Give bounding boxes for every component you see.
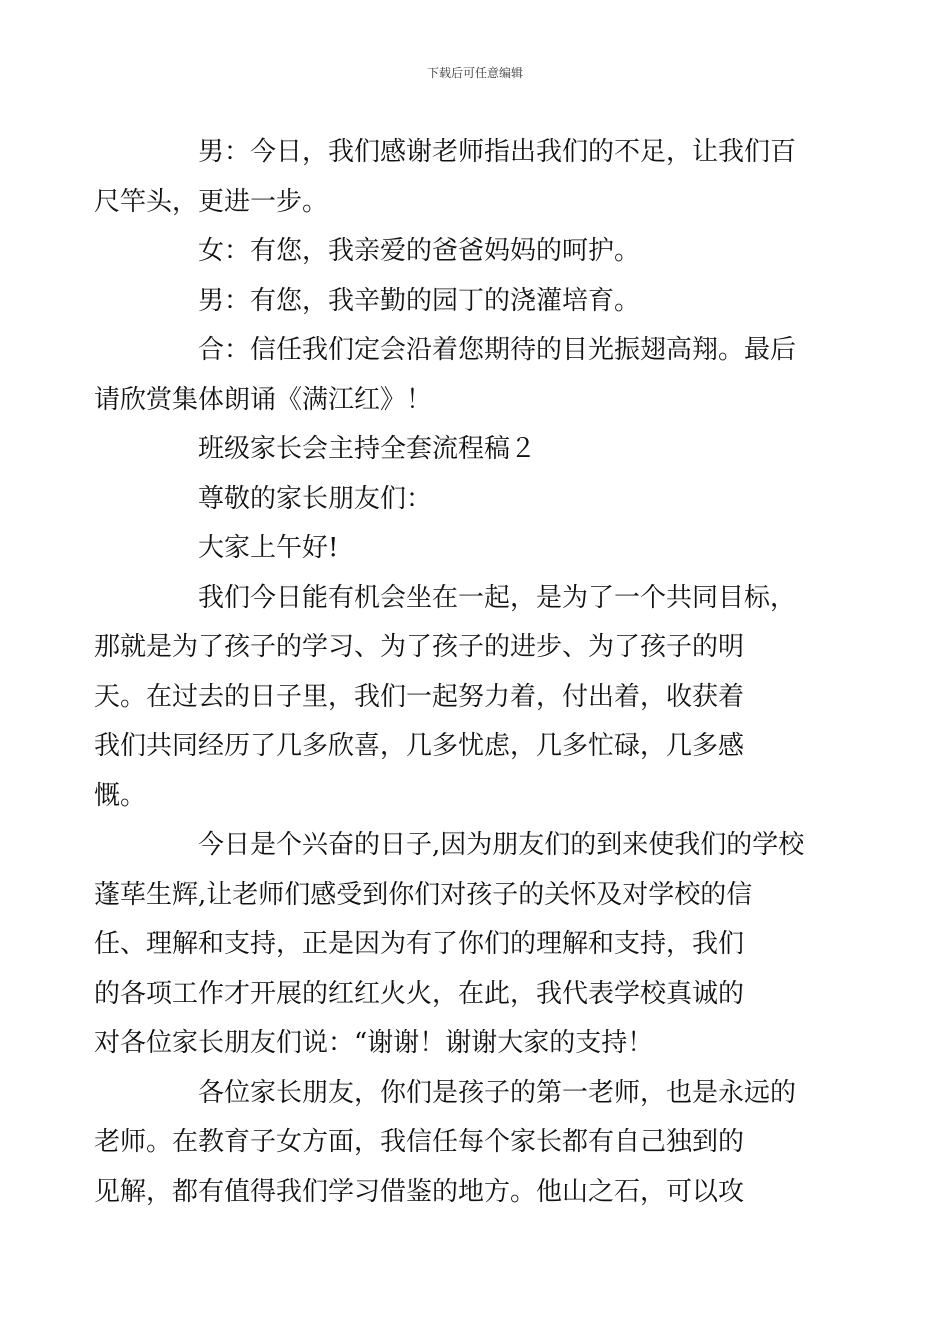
paragraph-10	[94, 1069, 806, 1218]
text-line: 各位家长朋友，你们是孩子的第一老师，也是永远的	[198, 1077, 797, 1108]
paragraph-8	[94, 574, 806, 822]
greeting	[146, 524, 806, 574]
text-line: 尊敬的家长朋友们：	[198, 483, 433, 514]
text-line: 合：信任我们定会沿着您期待的目光振翅高翔。最后	[198, 335, 797, 365]
paragraph-1	[94, 128, 806, 227]
text-line: 我们共同经历了几多欣喜，几多忧虑，几多忙碌，几多感	[94, 731, 745, 761]
header-note: 下载后可任意编辑	[426, 66, 523, 80]
text-line: 任、理解和支持，正是因为有了你们的理解和支持，我们	[94, 929, 745, 959]
text-line: 今日是个兴奋的日子,因为朋友们的到来使我们的学校	[198, 830, 805, 860]
text-line: 对各位家长朋友们说：“谢谢！谢谢大家的支持！	[94, 1028, 654, 1058]
section-title	[146, 425, 806, 475]
paragraph-9	[94, 821, 806, 1069]
text-line: 请欣赏集体朗诵《满江红》！	[94, 384, 433, 415]
salutation	[146, 475, 806, 525]
text-line: 尺竿头，更进一步。	[94, 186, 329, 217]
text-line: 天。在过去的日子里，我们一起努力着，付出着，收获着	[94, 681, 745, 712]
text-line: 大家上午好!	[198, 533, 339, 563]
text-line: 见解，都有值得我们学习借鉴的地方。他山之石，可以攻	[94, 1176, 745, 1207]
text-line: 蓬荜生辉,让老师们感受到你们对孩子的关怀及对学校的信	[94, 879, 753, 910]
text-line: 女：有您，我亲爱的爸爸妈妈的呵护。	[198, 236, 641, 266]
paragraph-4	[94, 326, 806, 425]
text-line: 男：有您，我辛勤的园丁的浇灌培育。	[198, 285, 641, 316]
paragraph-3	[146, 277, 806, 327]
text-line: 老师。在教育子女方面，我信任每个家长都有自己独到的	[94, 1127, 745, 1157]
text-line: 班级家长会主持全套流程稿２	[198, 434, 537, 464]
text-line: 那就是为了孩子的学习、为了孩子的进步、为了孩子的明	[94, 632, 745, 662]
text-line: 男：今日，我们感谢老师指出我们的不足，让我们百	[198, 137, 797, 167]
text-line: 我们今日能有机会坐在一起，是为了一个共同目标，	[198, 582, 797, 613]
text-line: 的各项工作才开展的红红火火，在此，我代表学校真诚的	[94, 978, 745, 1009]
text-line: 慨。	[94, 780, 147, 811]
document-body	[94, 128, 806, 1217]
paragraph-2	[146, 227, 806, 277]
